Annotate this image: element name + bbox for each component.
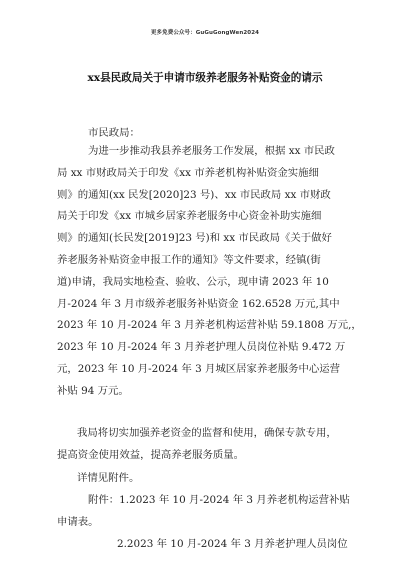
paragraph-line: 详情见附件。 bbox=[77, 472, 140, 484]
paragraph-line: 元，2023 年 10 月-2024 年 3 月城区居家养老服务中心运营 bbox=[57, 362, 341, 375]
paragraph-line: 则》的通知(长民发[2019]23 号)和 xx 市民政局《关于做好 bbox=[57, 232, 332, 245]
attachments-list bbox=[57, 490, 349, 534]
paragraph-line: 提高资金使用效益，提高养老服务质量。 bbox=[57, 448, 245, 461]
paragraph-line: 养老服务补贴资金申报工作的通知》等文件要求，经镇(街 bbox=[57, 253, 321, 266]
paragraph-line: 道)申请，我局实地检查、验收、公示，现申请 2023 年 10 bbox=[57, 275, 329, 288]
paragraph-main bbox=[57, 141, 362, 403]
salutation: 市民政局： bbox=[88, 127, 140, 139]
header-note: 更多免费公众号：GuGuGongWen2024 bbox=[150, 30, 260, 36]
paragraph-line: 局 xx 市财政局关于印发《xx 市养老机构补贴资金实施细 bbox=[57, 166, 319, 179]
paragraph-line: 2023 年 10 月-2024 年 3 月养老护理人员岗位补贴 9.472 万 bbox=[57, 341, 346, 354]
attachment-line: 2.2023 年 10 月-2024 年 3 月养老护理人员岗位 bbox=[117, 538, 348, 550]
attachment-line: 申请表。 bbox=[57, 515, 99, 528]
paragraph-line: 补贴 94 万元。 bbox=[57, 384, 129, 397]
paragraph-line: 则》的通知(xx 民发[2020]23 号)、xx 市民政局 xx 市财政 bbox=[57, 188, 331, 201]
document-title: xx县民政局关于申请市级养老服务补贴资金的请示 bbox=[87, 72, 323, 84]
paragraph-line: 我局将切实加强养老资金的监督和使用，确保专款专用， bbox=[77, 427, 337, 439]
paragraph-see-attachments bbox=[57, 468, 349, 490]
paragraph-line: 为进一步推动我县养老服务工作发展，根据 xx 市民政 bbox=[88, 145, 335, 157]
paragraph-commitment bbox=[57, 423, 349, 467]
attachment-item-2 bbox=[57, 534, 349, 556]
paragraph-line: 月-2024 年 3 月市级养老服务补贴资金 162.6528 万元,其中 bbox=[57, 297, 340, 310]
paragraph-line: 2023 年 10 月-2024 年 3 月养老机构运营补贴 59.1808 万元,， bbox=[57, 319, 362, 332]
paragraph-line: 局关于印发《xx 市城乡居家养老服务中心资金补助实施细 bbox=[57, 210, 322, 223]
attachment-line: 附件：1.2023 年 10 月-2024 年 3 月养老机构运营补贴 bbox=[88, 494, 350, 506]
